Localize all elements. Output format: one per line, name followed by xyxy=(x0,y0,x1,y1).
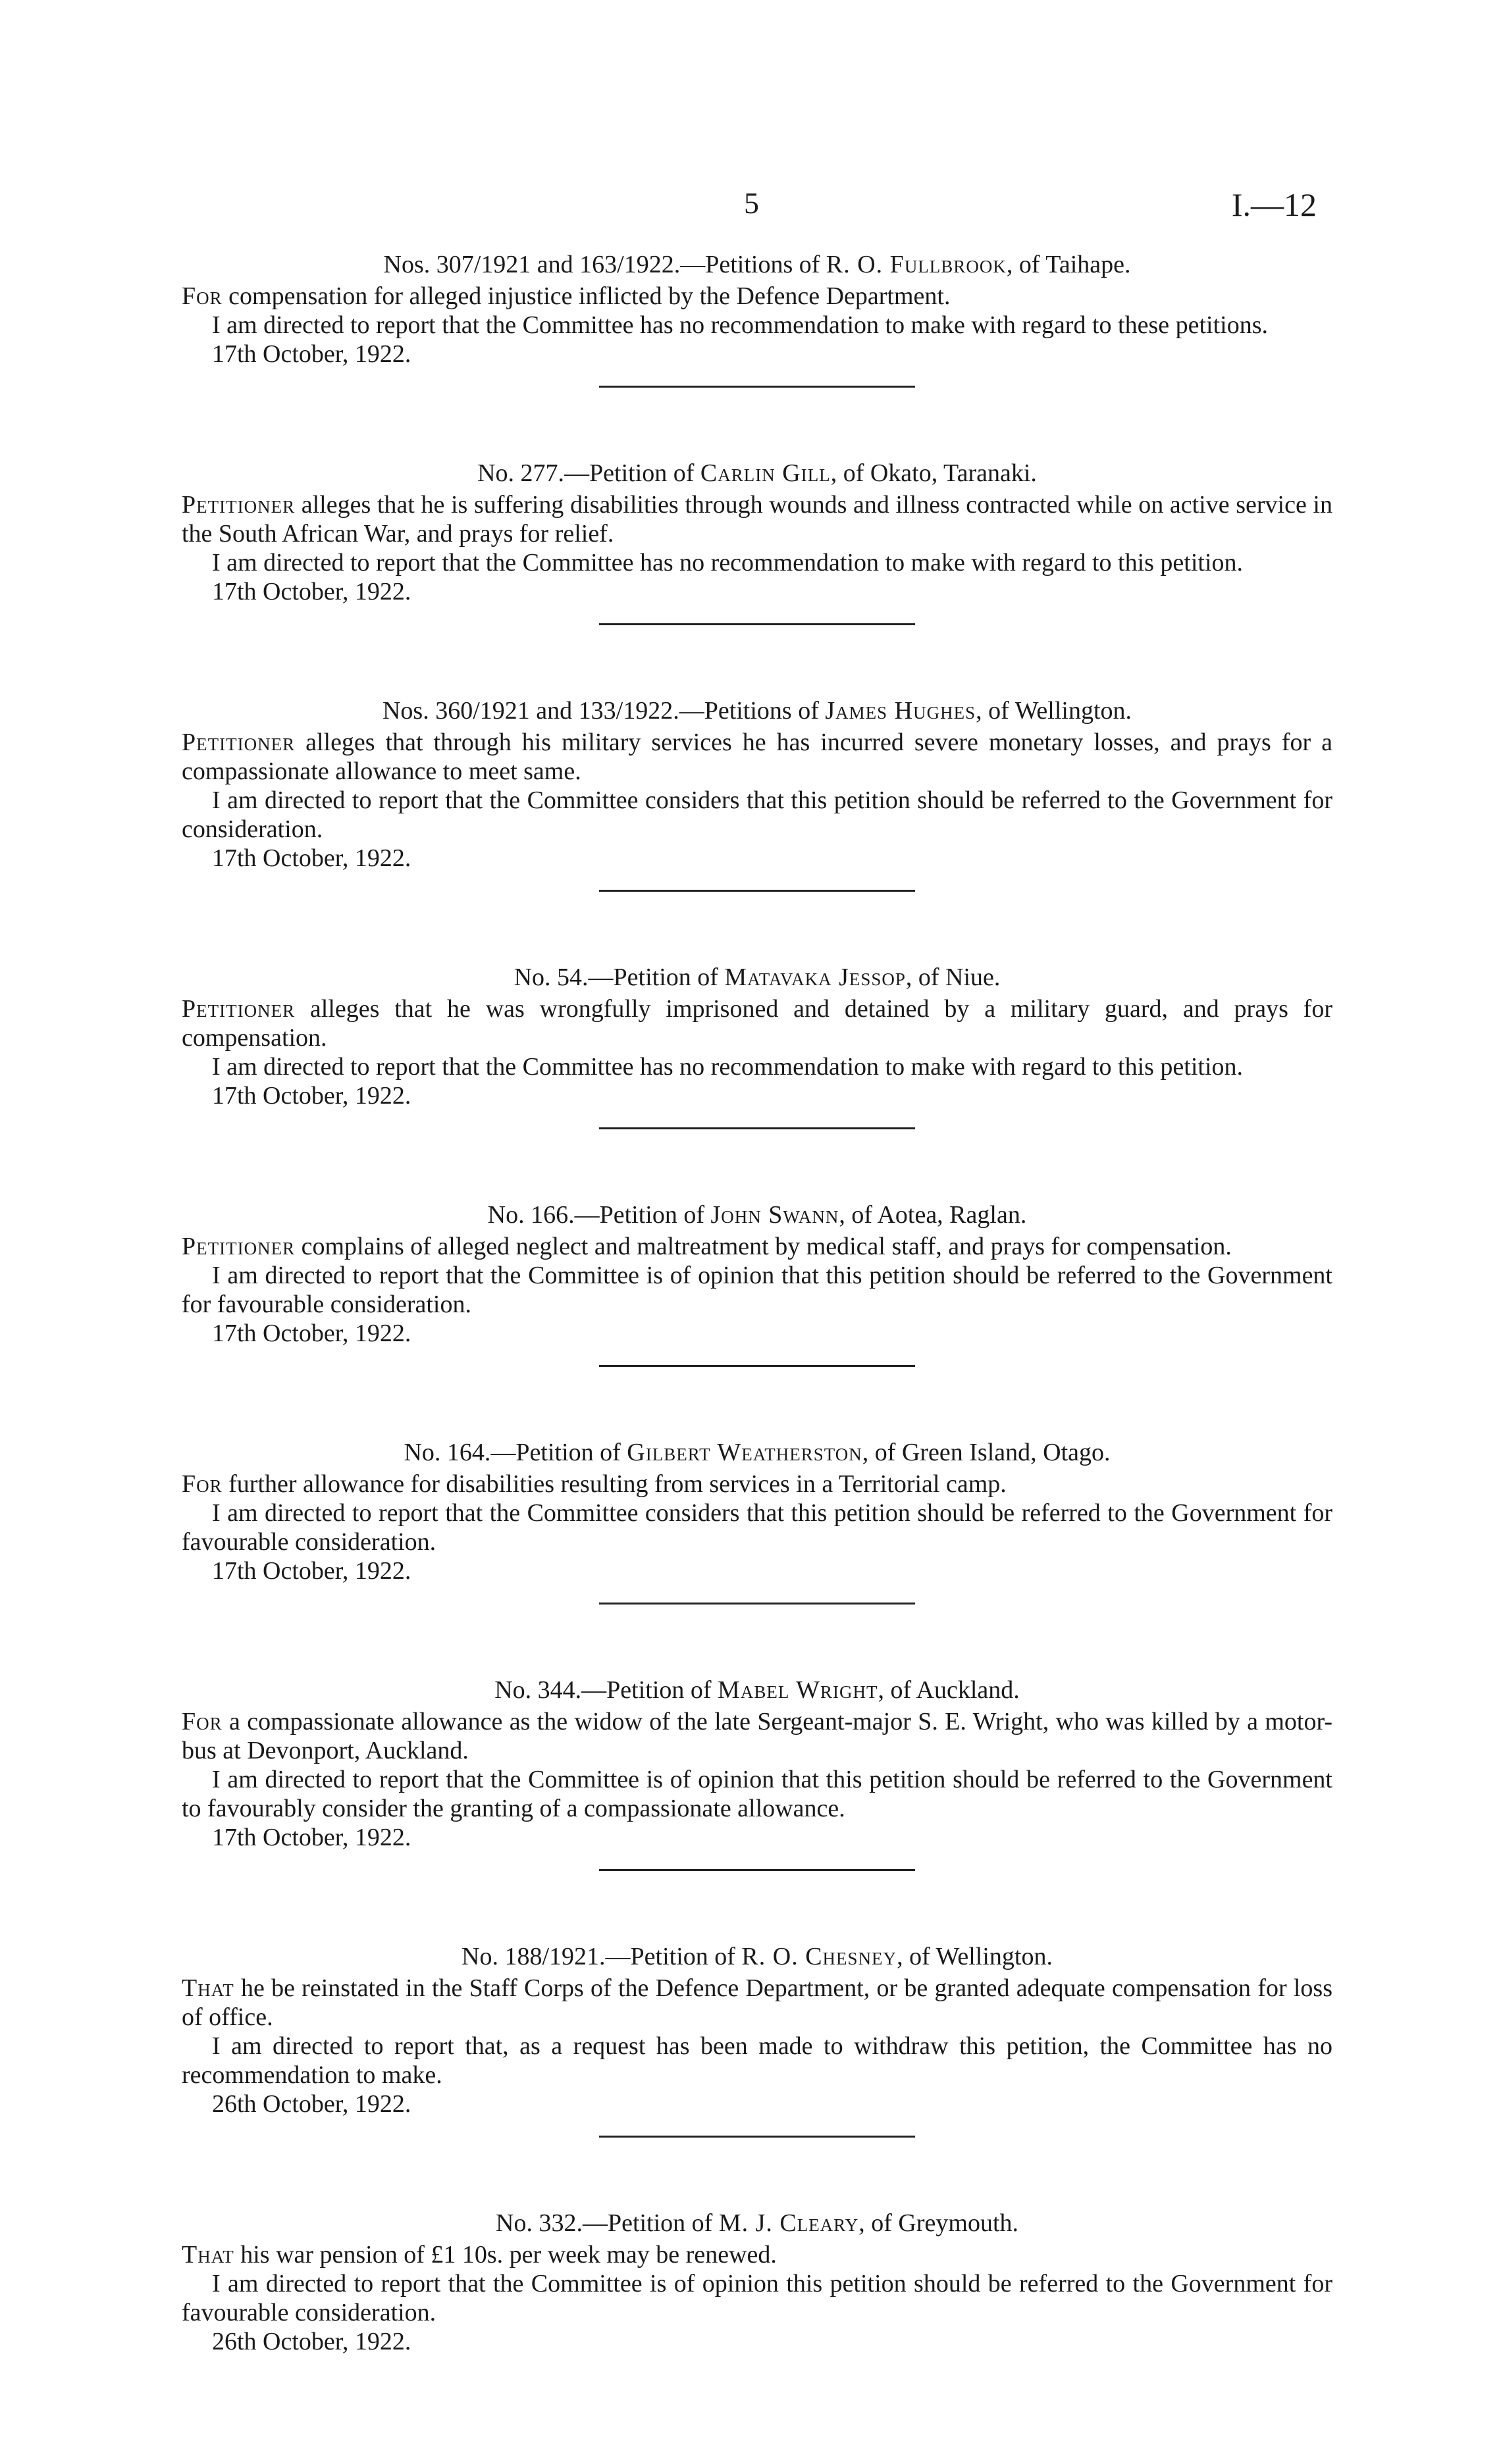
petition-body: That his war pension of £1 10s. per week may be renewed. xyxy=(182,2241,777,2269)
report-date: 26th October, 1922. xyxy=(212,2328,411,2355)
committee-report: I am directed to report that the Committee is of opinion that this petition should be referred to the Government for favourable consideration. xyxy=(182,1262,1332,1318)
section-divider xyxy=(599,1869,915,1871)
paper-reference: I.—12 xyxy=(1231,186,1317,223)
petition-section xyxy=(182,1438,1332,1604)
petitioner-name: R. O. Fullbrook xyxy=(826,251,1007,278)
petition-section xyxy=(182,1676,1332,1871)
body-lead-word: Petitioner xyxy=(182,491,296,519)
petition-title: Nos. 307/1921 and 163/1922.—Petitions of R. O. Fullbrook, of Taihape. xyxy=(383,251,1131,278)
report-date: 17th October, 1922. xyxy=(212,1320,411,1347)
section-divider xyxy=(599,1603,915,1604)
page-number: 5 xyxy=(744,186,759,220)
report-date: 26th October, 1922. xyxy=(212,2090,411,2118)
committee-report: I am directed to report that the Committee has no recommendation to make with regard to these petitions. xyxy=(212,311,1268,339)
petition-title: No. 332.—Petition of M. J. Cleary, of Greymouth. xyxy=(496,2209,1018,2237)
petition-section xyxy=(182,250,1332,388)
section-divider xyxy=(599,386,915,388)
report-date: 17th October, 1922. xyxy=(212,1557,411,1585)
section-divider xyxy=(599,1127,915,1129)
body-lead-word: For xyxy=(182,1470,223,1498)
petition-body: For further allowance for disabilities resulting from services in a Territorial camp. xyxy=(182,1470,1007,1498)
report-date: 17th October, 1922. xyxy=(212,1082,411,1110)
committee-report: I am directed to report that, as a request has been made to withdraw this petition, the Committee has no recommendation to make. xyxy=(182,2032,1332,2089)
body-lead-word: That xyxy=(182,1974,234,2002)
committee-report: I am directed to report that the Committee is of opinion that this petition should be referred to the Government to favourably consider the granting of a compassionate allowance. xyxy=(182,1766,1332,1822)
petition-title: No. 344.—Petition of Mabel Wright, of Auckland. xyxy=(494,1676,1020,1704)
petition-body: For compensation for alleged injustice inflicted by the Defence Department. xyxy=(182,282,951,310)
petitioner-name: John Swann xyxy=(710,1201,839,1229)
petition-body: For a compassionate allowance as the widow of the late Sergeant-major S. E. Wright, who was killed by a motor-bus at Devonport, Auckland. xyxy=(182,1708,1332,1764)
section-divider xyxy=(599,623,915,625)
committee-report: I am directed to report that the Committee is of opinion this petition should be referred to the Government for favourable consideration. xyxy=(182,2270,1332,2326)
petitioner-name: M. J. Cleary xyxy=(718,2209,859,2237)
petitioner-name: Carlin Gill xyxy=(700,459,831,487)
body-lead-word: For xyxy=(182,282,223,310)
petitioner-name: Mabel Wright xyxy=(718,1676,878,1704)
petition-section xyxy=(182,963,1332,1129)
petition-body: Petitioner alleges that he was wrongfully imprisoned and detained by a military guard, and prays for compensation. xyxy=(182,995,1332,1052)
body-lead-word: Petitioner xyxy=(182,1233,296,1260)
petition-title: No. 277.—Petition of Carlin Gill, of Okato, Taranaki. xyxy=(477,459,1037,487)
committee-report: I am directed to report that the Committee considers that this petition should be referred to the Government for consideration. xyxy=(182,786,1332,843)
petitioner-name: Gilbert Weatherston xyxy=(627,1439,862,1466)
petition-section xyxy=(182,1942,1332,2138)
petition-title: No. 164.—Petition of Gilbert Weatherston, of Green Island, Otago. xyxy=(404,1439,1111,1466)
petition-body: Petitioner alleges that he is suffering disabilities through wounds and illness contracted while on active service in the South African War, and prays for relief. xyxy=(182,491,1332,548)
petition-title: Nos. 360/1921 and 133/1922.—Petitions of James Hughes, of Wellington. xyxy=(382,697,1132,725)
petition-section xyxy=(182,2209,1332,2356)
report-date: 17th October, 1922. xyxy=(212,1824,411,1851)
report-date: 17th October, 1922. xyxy=(212,578,411,605)
report-date: 17th October, 1922. xyxy=(212,340,411,368)
petitioner-name: James Hughes xyxy=(825,697,976,725)
page-header xyxy=(0,186,1501,232)
body-lead-word: That xyxy=(182,2241,234,2269)
committee-report: I am directed to report that the Committee considers that this petition should be referred to the Government for favourable consideration. xyxy=(182,1499,1332,1556)
body-lead-word: Petitioner xyxy=(182,729,296,756)
committee-report: I am directed to report that the Committee has no recommendation to make with regard to this petition. xyxy=(212,549,1244,577)
body-lead-word: For xyxy=(182,1708,223,1735)
petition-title: No. 54.—Petition of Matavaka Jessop, of Niue. xyxy=(514,963,1001,991)
petitions-list xyxy=(182,250,1332,2356)
section-divider xyxy=(599,2136,915,2138)
petition-body: Petitioner complains of alleged neglect and maltreatment by medical staff, and prays for compensation. xyxy=(182,1233,1232,1260)
petitioner-name: Matavaka Jessop xyxy=(724,963,906,991)
section-divider xyxy=(599,890,915,892)
petition-title: No. 188/1921.—Petition of R. O. Chesney, of Wellington. xyxy=(461,1943,1053,1970)
petition-body: Petitioner alleges that through his military services he has incurred severe monetary losses, and prays for a compassionate allowance to meet same. xyxy=(182,729,1332,785)
petition-section xyxy=(182,459,1332,625)
petition-section xyxy=(182,696,1332,892)
petitioner-name: R. O. Chesney xyxy=(741,1943,897,1970)
committee-report: I am directed to report that the Committee has no recommendation to make with regard to this petition. xyxy=(212,1053,1244,1081)
report-date: 17th October, 1922. xyxy=(212,844,411,872)
petition-title: No. 166.—Petition of John Swann, of Aotea, Raglan. xyxy=(487,1201,1027,1229)
petition-body: That he be reinstated in the Staff Corps of the Defence Department, or be granted adequate compensation for loss of office. xyxy=(182,1974,1332,2031)
petition-section xyxy=(182,1200,1332,1367)
section-divider xyxy=(599,1365,915,1367)
body-lead-word: Petitioner xyxy=(182,995,296,1023)
